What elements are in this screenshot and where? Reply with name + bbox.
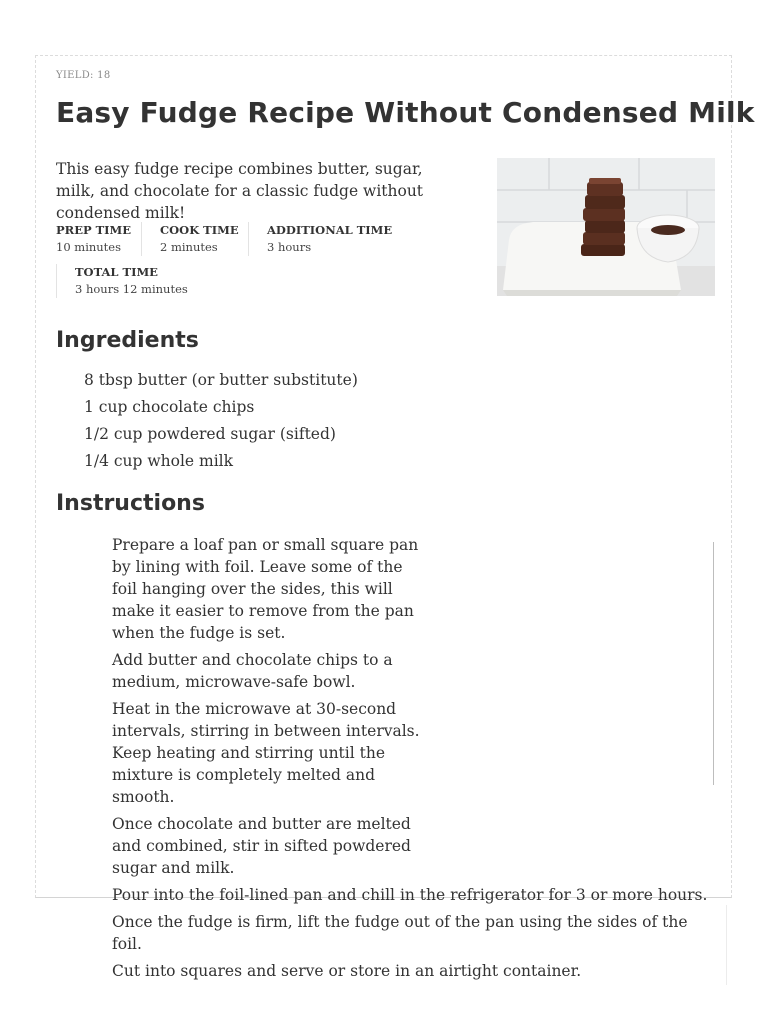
instruction-step: Heat in the microwave at 30-second intervals, stirring in between intervals. Keep heating and stirring until the mixture is completely melted and smooth.: [112, 700, 420, 806]
recipe-yield: YIELD: 18: [56, 70, 111, 81]
additional-time-label: ADDITIONAL TIME: [267, 223, 393, 237]
instructions-heading: Instructions: [56, 491, 205, 516]
total-time-value: 3 hours 12 minutes: [75, 282, 188, 296]
cook-time: [160, 222, 239, 256]
recipe-photo: [497, 158, 715, 296]
instruction-step: Once chocolate and butter are melted and combined, stir in sifted powdered sugar and milk.: [112, 815, 411, 877]
time-divider: [248, 222, 249, 256]
total-time-label: TOTAL TIME: [75, 265, 158, 279]
ingredient-item: 1 cup chocolate chips: [84, 398, 255, 416]
ingredient-item: 1/4 cup whole milk: [84, 452, 234, 470]
cook-time-value: 2 minutes: [160, 240, 218, 254]
fudge-photo-illustration: [497, 158, 715, 296]
cook-time-label: COOK TIME: [160, 223, 239, 237]
ingredient-item: 8 tbsp butter (or butter substitute): [84, 371, 358, 389]
recipe-title: Easy Fudge Recipe Without Condensed Milk: [56, 96, 755, 129]
additional-time: [267, 222, 392, 256]
prep-time-value: 10 minutes: [56, 240, 122, 254]
scroll-track[interactable]: [713, 542, 714, 785]
time-divider: [141, 222, 142, 256]
instruction-step: Cut into squares and serve or store in an airtight container.: [112, 962, 582, 980]
recipe-card: [35, 55, 755, 980]
recipe-summary: This easy fudge recipe combines butter, sugar, milk, and chocolate for a classic fudge without condensed milk!: [56, 160, 424, 222]
prep-time: [56, 222, 131, 256]
instruction-step: Pour into the foil-lined pan and chill in the refrigerator for 3 or more hours.: [112, 886, 708, 904]
ingredients-list: [84, 369, 358, 477]
instruction-step: Add butter and chocolate chips to a medium, microwave-safe bowl.: [112, 651, 393, 691]
ingredients-heading: Ingredients: [56, 328, 199, 353]
page-edge-divider: [726, 905, 727, 985]
additional-time-value: 3 hours: [267, 240, 312, 254]
prep-time-label: PREP TIME: [56, 223, 132, 237]
ingredient-item: 1/2 cup powdered sugar (sifted): [84, 425, 336, 443]
instruction-step: Prepare a loaf pan or small square pan by lining with foil. Leave some of the foil hanging over the sides, this will make it easier to remove from the pan when the fudge is set.: [112, 536, 419, 642]
time-divider: [56, 264, 57, 298]
total-time: [75, 264, 188, 298]
instructions-list: [112, 534, 712, 987]
instruction-step: Once the fudge is firm, lift the fudge out of the pan using the sides of the foil.: [112, 913, 688, 953]
